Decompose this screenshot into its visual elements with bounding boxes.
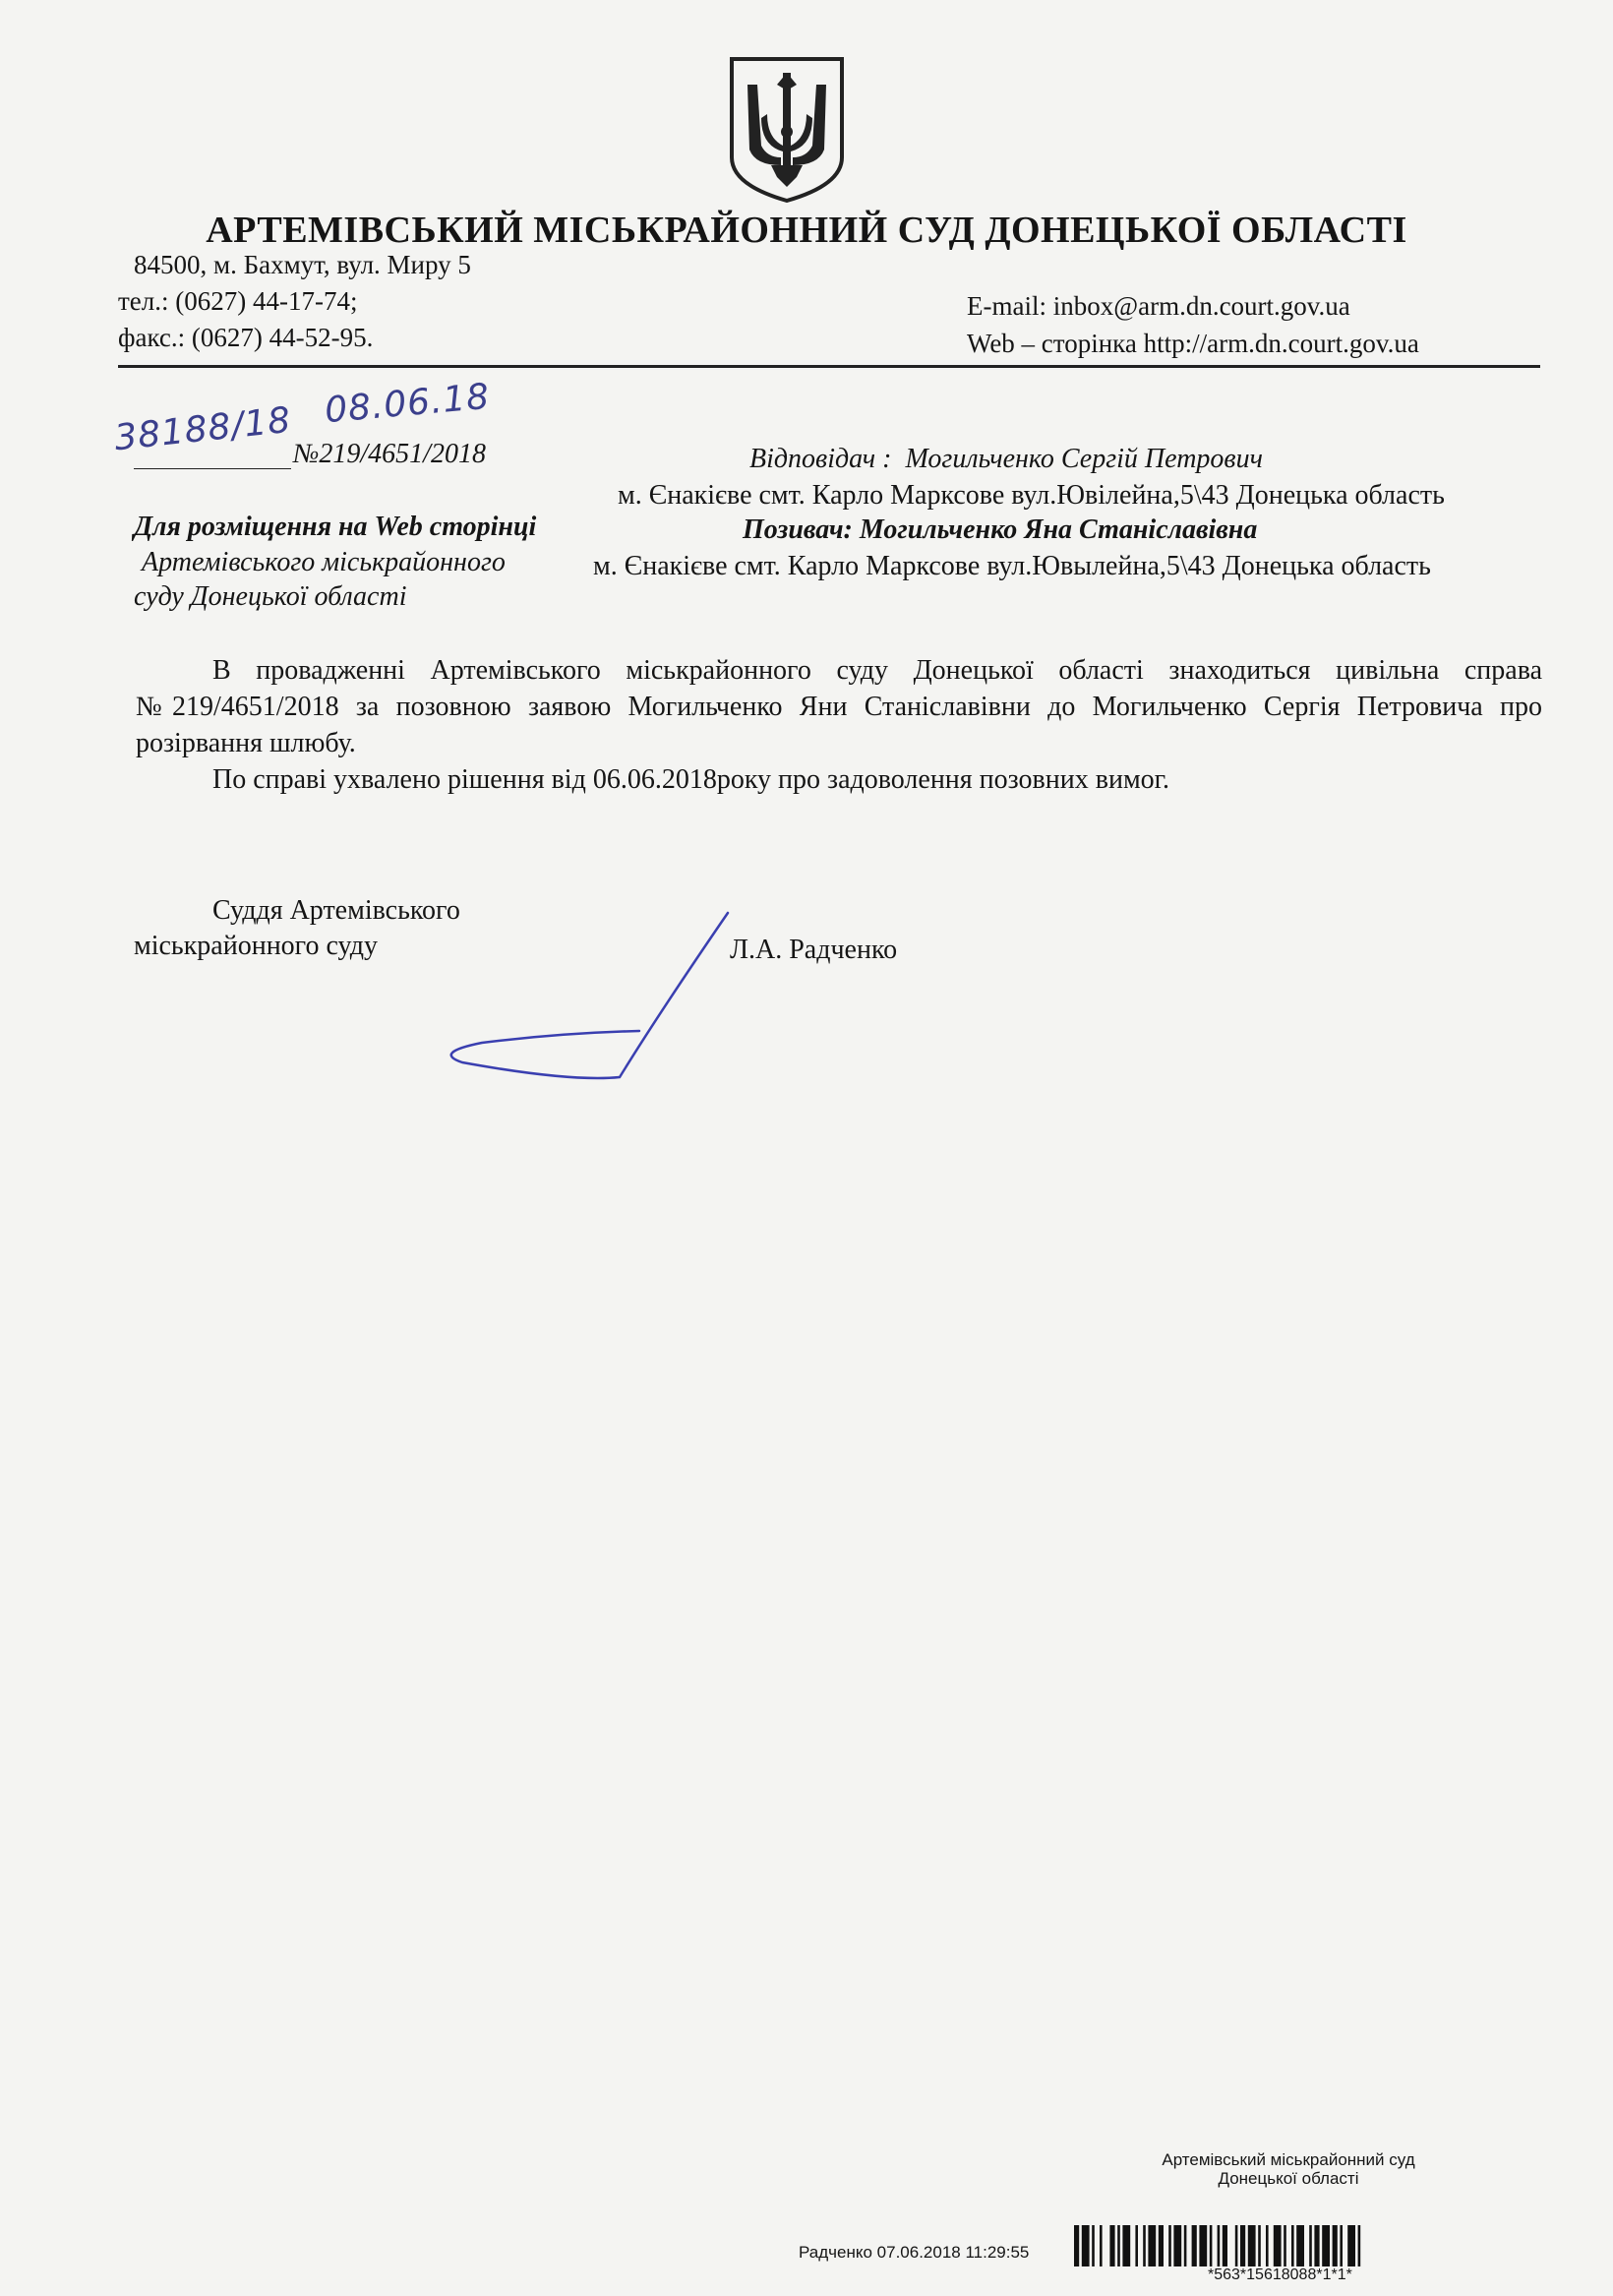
court-website: Web – сторінка http://arm.dn.court.gov.ua [967,329,1419,358]
judge-name: Л.А. Радченко [730,935,898,965]
defendant-name: Могильченко Сергій Петрович [905,444,1263,474]
plaintiff-label: Позивач: [743,514,853,545]
court-name-heading: АРТЕМІВСЬКИЙ МІСЬКРАЙОННИЙ СУД ДОНЕЦЬКОЇ ОБЛАСТІ [206,210,1407,251]
placement-note-line-1: Для розміщення на Web сторінці [134,512,537,542]
case-number: №219/4651/2018 [293,439,486,469]
handwritten-signature [443,885,757,1102]
court-phone: тел.: (0627) 44-17-74; [118,286,358,316]
registration-underline [134,468,291,469]
footer-court-line-2: Донецької області [1218,2169,1359,2188]
barcode-number: *563*15618088*1*1* [1208,2266,1352,2283]
body-paragraph-2: По справі ухвалено рішення від 06.06.2018року про задоволення позовних вимог. [212,764,1169,795]
ukraine-trident-emblem [728,55,846,205]
footer-court-line-1: Артемівський міськрайонний суд [1162,2150,1415,2169]
handwritten-date: 08.06.18 [323,376,492,432]
court-email: E-mail: inbox@arm.dn.court.gov.ua [967,291,1350,321]
court-fax: факс.: (0627) 44-52-95. [118,323,374,352]
placement-note-line-3: суду Донецької області [134,581,407,612]
placement-note-line-2: Артемівського міськрайонного [142,547,506,577]
judge-title-line-2: міськрайонного суду [134,931,379,961]
court-address: 84500, м. Бахмут, вул. Миру 5 [134,250,471,279]
footer-timestamp: Радченко 07.06.2018 11:29:55 [799,2243,1030,2262]
body-paragraph-1: В провадженні Артемівського міськрайонного суду Донецької області знаходиться цивільна справа №219/4651/2018 за позовною заявою Могильченко Яни Станіславівни до Могильченко Сергія Петровича про розірвання шлюбу. [136,655,1542,758]
plaintiff-name: Могильченко Яна Станіславівна [859,514,1258,545]
plaintiff-address: м. Єнакієве смт. Карло Марксове вул.Ювылейна,5\43 Донецька область [593,551,1431,581]
defendant-address: м. Єнакієве смт. Карло Марксове вул.Ювілейна,5\43 Донецька область [618,480,1445,511]
footer-court-block [1121,2150,1456,2188]
handwritten-outgoing-number: 38188/18 [112,399,294,459]
defendant-label: Відповідач : [749,444,892,474]
defendant-line [749,444,1263,475]
judge-title-line-1: Суддя Артемівського [212,895,460,926]
barcode-icon [1074,2225,1546,2266]
plaintiff-line [743,514,1257,546]
header-divider [118,365,1540,368]
